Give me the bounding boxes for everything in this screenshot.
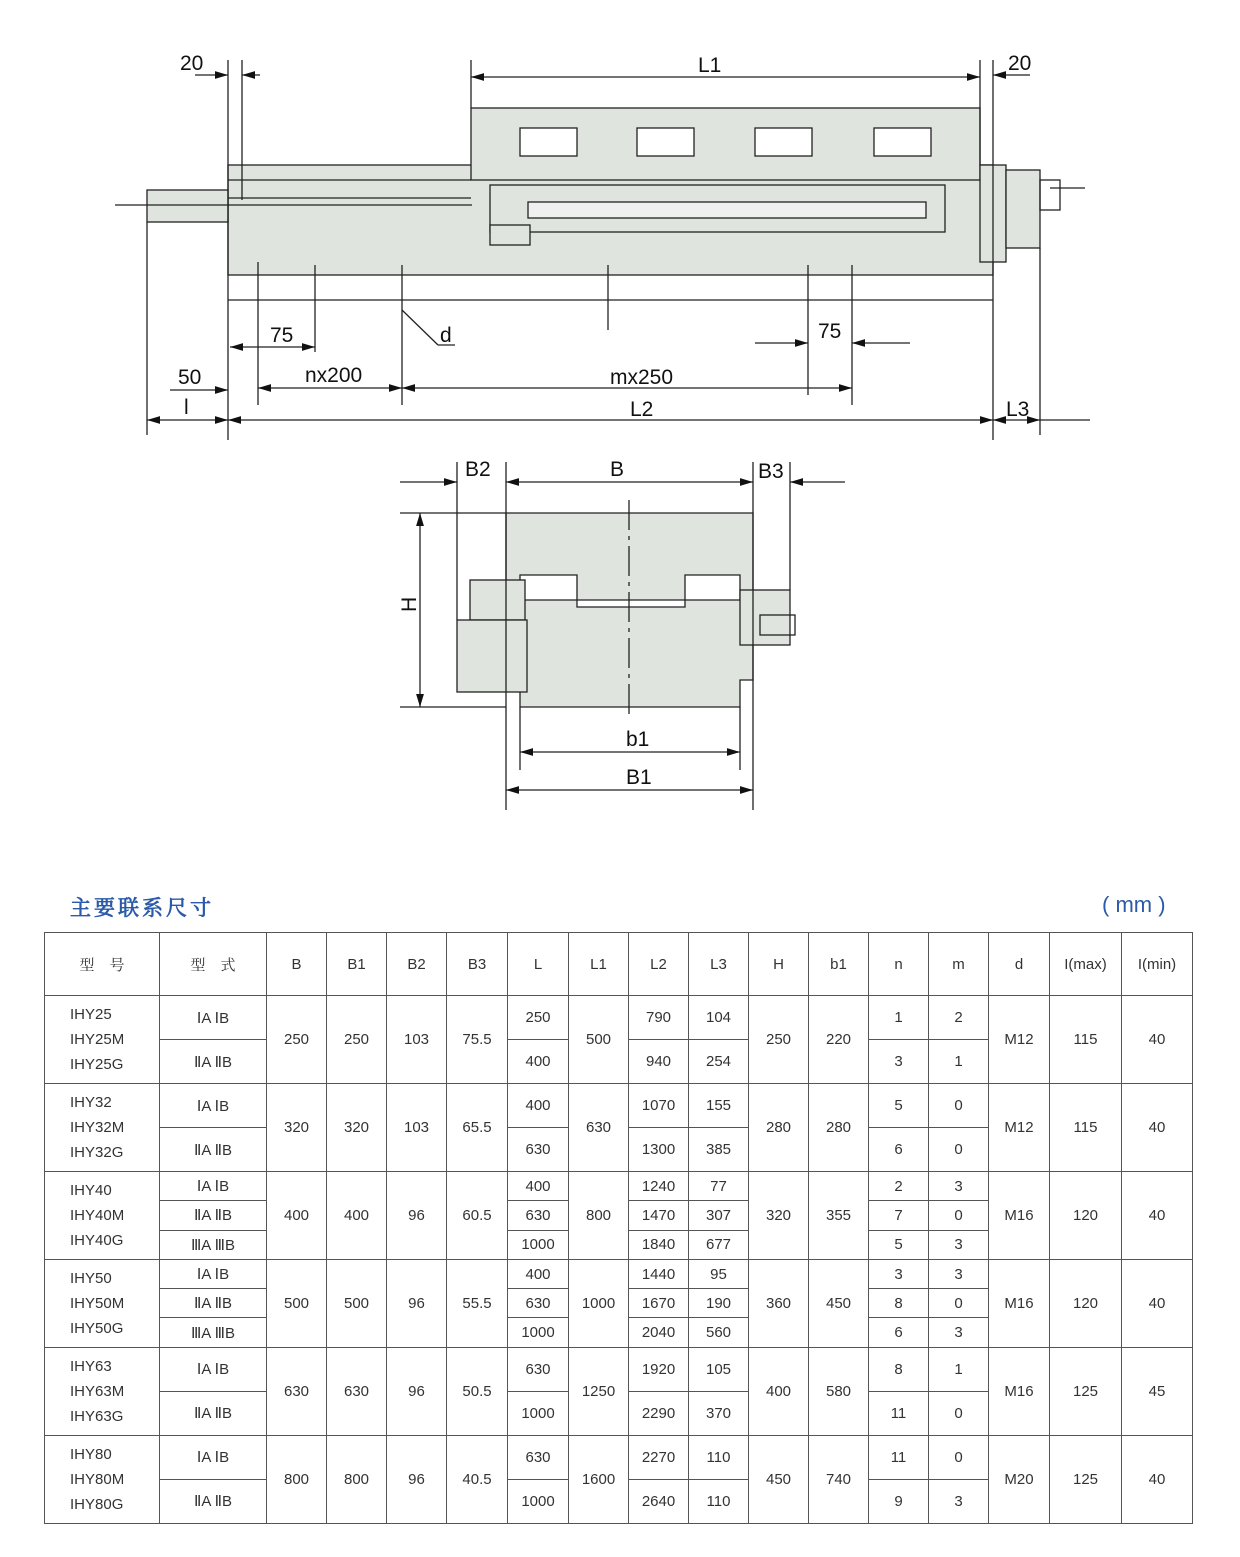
cell-L: 630 — [508, 1128, 569, 1172]
type-cell: ⅡA ⅡB — [160, 1201, 267, 1230]
column-header: L — [508, 933, 569, 996]
cell-B1: 400 — [327, 1172, 387, 1260]
cell-m: 0 — [929, 1435, 989, 1479]
cell-L1: 1600 — [569, 1435, 629, 1523]
cell-m: 1 — [929, 1040, 989, 1084]
cell-B2: 96 — [387, 1172, 447, 1260]
model-cell — [45, 1084, 160, 1172]
cell-B1: 250 — [327, 996, 387, 1084]
table-row — [45, 996, 1193, 1040]
dim-d: d — [440, 324, 452, 347]
cell-L: 250 — [508, 996, 569, 1040]
cell-L: 400 — [508, 1259, 569, 1288]
type-cell: ⅠA ⅠB — [160, 1347, 267, 1391]
cell-L3: 370 — [689, 1391, 749, 1435]
model-name: IHY63G — [70, 1407, 124, 1425]
cell-B3: 40.5 — [447, 1435, 508, 1523]
top-view — [115, 60, 1090, 440]
cell-H: 360 — [749, 1259, 809, 1347]
dim-50: 50 — [178, 366, 202, 389]
column-header: H — [749, 933, 809, 996]
dim-b1: b1 — [626, 728, 650, 751]
cell-n: 8 — [869, 1289, 929, 1318]
cell-L2: 1840 — [629, 1230, 689, 1259]
cell-L: 400 — [508, 1084, 569, 1128]
cell-L: 400 — [508, 1040, 569, 1084]
cell-B3: 65.5 — [447, 1084, 508, 1172]
dim-B2: B2 — [465, 458, 491, 481]
type-cell: ⅡA ⅡB — [160, 1289, 267, 1318]
column-header: L2 — [629, 933, 689, 996]
cell-L: 630 — [508, 1289, 569, 1318]
cell-B3: 60.5 — [447, 1172, 508, 1260]
cell-B: 630 — [267, 1347, 327, 1435]
cell-Imax: 125 — [1050, 1435, 1122, 1523]
cell-d: M20 — [989, 1435, 1050, 1523]
cell-B: 800 — [267, 1435, 327, 1523]
cell-b1: 450 — [809, 1259, 869, 1347]
dim-B1: B1 — [626, 766, 652, 789]
dim-H: H — [398, 596, 421, 612]
model-name: IHY25M — [70, 1031, 125, 1048]
cell-m: 0 — [929, 1289, 989, 1318]
cell-n: 8 — [869, 1347, 929, 1391]
cell-Imin: 40 — [1122, 1084, 1193, 1172]
table-row — [45, 1259, 1193, 1288]
cell-B1: 800 — [327, 1435, 387, 1523]
cell-L2: 2640 — [629, 1479, 689, 1523]
model-name: IHY25 — [70, 1006, 112, 1023]
cell-B1: 320 — [327, 1084, 387, 1172]
cell-B: 500 — [267, 1259, 327, 1347]
cell-B2: 96 — [387, 1435, 447, 1523]
cell-m: 0 — [929, 1128, 989, 1172]
cell-L: 630 — [508, 1347, 569, 1391]
cell-H: 280 — [749, 1084, 809, 1172]
model-name: IHY50 — [70, 1269, 112, 1287]
column-header: 型 号 — [45, 933, 160, 996]
table-row — [45, 1172, 1193, 1201]
cell-b1: 355 — [809, 1172, 869, 1260]
type-cell: ⅡA ⅡB — [160, 1391, 267, 1435]
cell-L2: 2270 — [629, 1435, 689, 1479]
cell-n: 3 — [869, 1040, 929, 1084]
model-name: IHY40G — [70, 1231, 124, 1249]
cell-L1: 1250 — [569, 1347, 629, 1435]
cell-L2: 940 — [629, 1040, 689, 1084]
cell-m: 0 — [929, 1201, 989, 1230]
cell-L: 400 — [508, 1172, 569, 1201]
model-cell — [45, 1172, 160, 1260]
cell-B3: 50.5 — [447, 1347, 508, 1435]
model-name: IHY80M — [70, 1470, 125, 1488]
cell-n: 11 — [869, 1391, 929, 1435]
column-header: B3 — [447, 933, 508, 996]
cell-n: 11 — [869, 1435, 929, 1479]
type-cell: ⅠA ⅠB — [160, 1172, 267, 1201]
cell-b1: 280 — [809, 1084, 869, 1172]
cell-n: 5 — [869, 1230, 929, 1259]
model-cell — [45, 996, 160, 1084]
column-header: m — [929, 933, 989, 996]
type-cell: ⅠA ⅠB — [160, 996, 267, 1040]
dimensions-table — [44, 932, 1193, 1524]
model-name: IHY63 — [70, 1357, 112, 1375]
type-cell: ⅡA ⅡB — [160, 1479, 267, 1523]
cell-L2: 2040 — [629, 1318, 689, 1347]
cell-B2: 96 — [387, 1259, 447, 1347]
table-row — [45, 1347, 1193, 1391]
cell-L3: 307 — [689, 1201, 749, 1230]
cell-L1: 1000 — [569, 1259, 629, 1347]
dim-L1: L1 — [698, 54, 722, 77]
column-header: L1 — [569, 933, 629, 996]
model-name: IHY25G — [70, 1056, 124, 1073]
table-title: 主要联系尺寸 — [70, 896, 214, 920]
cell-Imax: 120 — [1050, 1172, 1122, 1260]
cell-m: 3 — [929, 1230, 989, 1259]
column-header: n — [869, 933, 929, 996]
cell-m: 3 — [929, 1172, 989, 1201]
dim-20-left: 20 — [180, 52, 204, 75]
cell-b1: 220 — [809, 996, 869, 1084]
cell-d: M16 — [989, 1259, 1050, 1347]
cell-L: 1000 — [508, 1391, 569, 1435]
model-name: IHY63M — [70, 1382, 125, 1400]
dim-20-right: 20 — [1008, 52, 1032, 75]
type-cell: ⅢA ⅢB — [160, 1230, 267, 1259]
cell-B3: 75.5 — [447, 996, 508, 1084]
cell-L2: 1670 — [629, 1289, 689, 1318]
cell-L2: 1440 — [629, 1259, 689, 1288]
cell-Imin: 40 — [1122, 1435, 1193, 1523]
model-name: IHY32G — [70, 1144, 124, 1161]
cell-B: 400 — [267, 1172, 327, 1260]
type-cell: ⅠA ⅠB — [160, 1435, 267, 1479]
cell-L3: 104 — [689, 996, 749, 1040]
dim-B3: B3 — [758, 460, 784, 483]
cell-d: M12 — [989, 1084, 1050, 1172]
table-header-row — [45, 933, 1193, 996]
model-name: IHY32M — [70, 1119, 125, 1136]
table-row — [45, 1084, 1193, 1128]
cell-n: 3 — [869, 1259, 929, 1288]
cell-B: 250 — [267, 996, 327, 1084]
column-header: L3 — [689, 933, 749, 996]
cell-m: 1 — [929, 1347, 989, 1391]
model-name: IHY40 — [70, 1181, 112, 1199]
cell-Imin: 40 — [1122, 1259, 1193, 1347]
cell-Imax: 115 — [1050, 996, 1122, 1084]
cell-m: 0 — [929, 1084, 989, 1128]
cell-L2: 1300 — [629, 1128, 689, 1172]
type-cell: ⅠA ⅠB — [160, 1259, 267, 1288]
cell-L3: 77 — [689, 1172, 749, 1201]
cell-n: 2 — [869, 1172, 929, 1201]
cell-Imax: 120 — [1050, 1259, 1122, 1347]
cell-L1: 500 — [569, 996, 629, 1084]
type-cell: ⅡA ⅡB — [160, 1040, 267, 1084]
cell-L2: 2290 — [629, 1391, 689, 1435]
cell-n: 6 — [869, 1318, 929, 1347]
cell-L2: 1920 — [629, 1347, 689, 1391]
cell-L2: 1240 — [629, 1172, 689, 1201]
type-cell: ⅢA ⅢB — [160, 1318, 267, 1347]
section-view — [400, 462, 845, 810]
cell-b1: 740 — [809, 1435, 869, 1523]
cell-d: M16 — [989, 1172, 1050, 1260]
cell-L: 630 — [508, 1435, 569, 1479]
cell-L: 1000 — [508, 1318, 569, 1347]
cell-L3: 155 — [689, 1084, 749, 1128]
column-header: 型 式 — [160, 933, 267, 996]
cell-L3: 560 — [689, 1318, 749, 1347]
cell-Imin: 40 — [1122, 996, 1193, 1084]
type-cell: ⅠA ⅠB — [160, 1084, 267, 1128]
cell-B1: 630 — [327, 1347, 387, 1435]
dim-75-left: 75 — [270, 324, 294, 347]
cell-L3: 110 — [689, 1479, 749, 1523]
cell-b1: 580 — [809, 1347, 869, 1435]
cell-m: 3 — [929, 1479, 989, 1523]
dim-L2: L2 — [630, 398, 654, 421]
cell-L2: 1070 — [629, 1084, 689, 1128]
model-name: IHY40M — [70, 1206, 125, 1224]
cell-L3: 110 — [689, 1435, 749, 1479]
cell-m: 0 — [929, 1391, 989, 1435]
unit-label: ( mm ) — [1102, 892, 1166, 917]
cell-B3: 55.5 — [447, 1259, 508, 1347]
cell-H: 400 — [749, 1347, 809, 1435]
cell-d: M12 — [989, 996, 1050, 1084]
cell-B2: 96 — [387, 1347, 447, 1435]
column-header: b1 — [809, 933, 869, 996]
cell-L: 630 — [508, 1201, 569, 1230]
cell-Imax: 115 — [1050, 1084, 1122, 1172]
cell-m: 3 — [929, 1318, 989, 1347]
model-cell — [45, 1347, 160, 1435]
column-header: B — [267, 933, 327, 996]
cell-B1: 500 — [327, 1259, 387, 1347]
cell-H: 250 — [749, 996, 809, 1084]
cell-n: 5 — [869, 1084, 929, 1128]
dim-L3: L3 — [1006, 398, 1030, 421]
model-name: IHY32 — [70, 1094, 112, 1111]
cell-L3: 105 — [689, 1347, 749, 1391]
cell-Imax: 125 — [1050, 1347, 1122, 1435]
cell-n: 1 — [869, 996, 929, 1040]
cell-L3: 254 — [689, 1040, 749, 1084]
cell-L3: 95 — [689, 1259, 749, 1288]
cell-L3: 677 — [689, 1230, 749, 1259]
cell-L: 1000 — [508, 1230, 569, 1259]
cell-L2: 790 — [629, 996, 689, 1040]
cell-L3: 385 — [689, 1128, 749, 1172]
model-cell — [45, 1435, 160, 1523]
type-cell: ⅡA ⅡB — [160, 1128, 267, 1172]
cell-L1: 800 — [569, 1172, 629, 1260]
cell-B: 320 — [267, 1084, 327, 1172]
cell-H: 320 — [749, 1172, 809, 1260]
cell-L: 1000 — [508, 1479, 569, 1523]
model-name: IHY80 — [70, 1445, 112, 1463]
cell-B2: 103 — [387, 996, 447, 1084]
dim-B: B — [610, 458, 625, 481]
cell-m: 2 — [929, 996, 989, 1040]
column-header: B1 — [327, 933, 387, 996]
model-name: IHY50G — [70, 1319, 124, 1337]
model-cell — [45, 1259, 160, 1347]
cell-L3: 190 — [689, 1289, 749, 1318]
column-header: B2 — [387, 933, 447, 996]
cell-n: 6 — [869, 1128, 929, 1172]
cell-d: M16 — [989, 1347, 1050, 1435]
cell-L2: 1470 — [629, 1201, 689, 1230]
dim-75-right: 75 — [818, 320, 842, 343]
cell-H: 450 — [749, 1435, 809, 1523]
column-header: d — [989, 933, 1050, 996]
cell-n: 9 — [869, 1479, 929, 1523]
dim-mx250: mx250 — [610, 366, 674, 389]
dim-nx200: nx200 — [305, 364, 363, 387]
cell-Imin: 45 — [1122, 1347, 1193, 1435]
dim-l: l — [184, 396, 189, 419]
model-name: IHY80G — [70, 1495, 124, 1513]
column-header: I(min) — [1122, 933, 1193, 996]
cell-Imin: 40 — [1122, 1172, 1193, 1260]
cell-m: 3 — [929, 1259, 989, 1288]
model-name: IHY50M — [70, 1294, 125, 1312]
cell-B2: 103 — [387, 1084, 447, 1172]
cell-n: 7 — [869, 1201, 929, 1230]
cell-L1: 630 — [569, 1084, 629, 1172]
column-header: I(max) — [1050, 933, 1122, 996]
table-row — [45, 1435, 1193, 1479]
